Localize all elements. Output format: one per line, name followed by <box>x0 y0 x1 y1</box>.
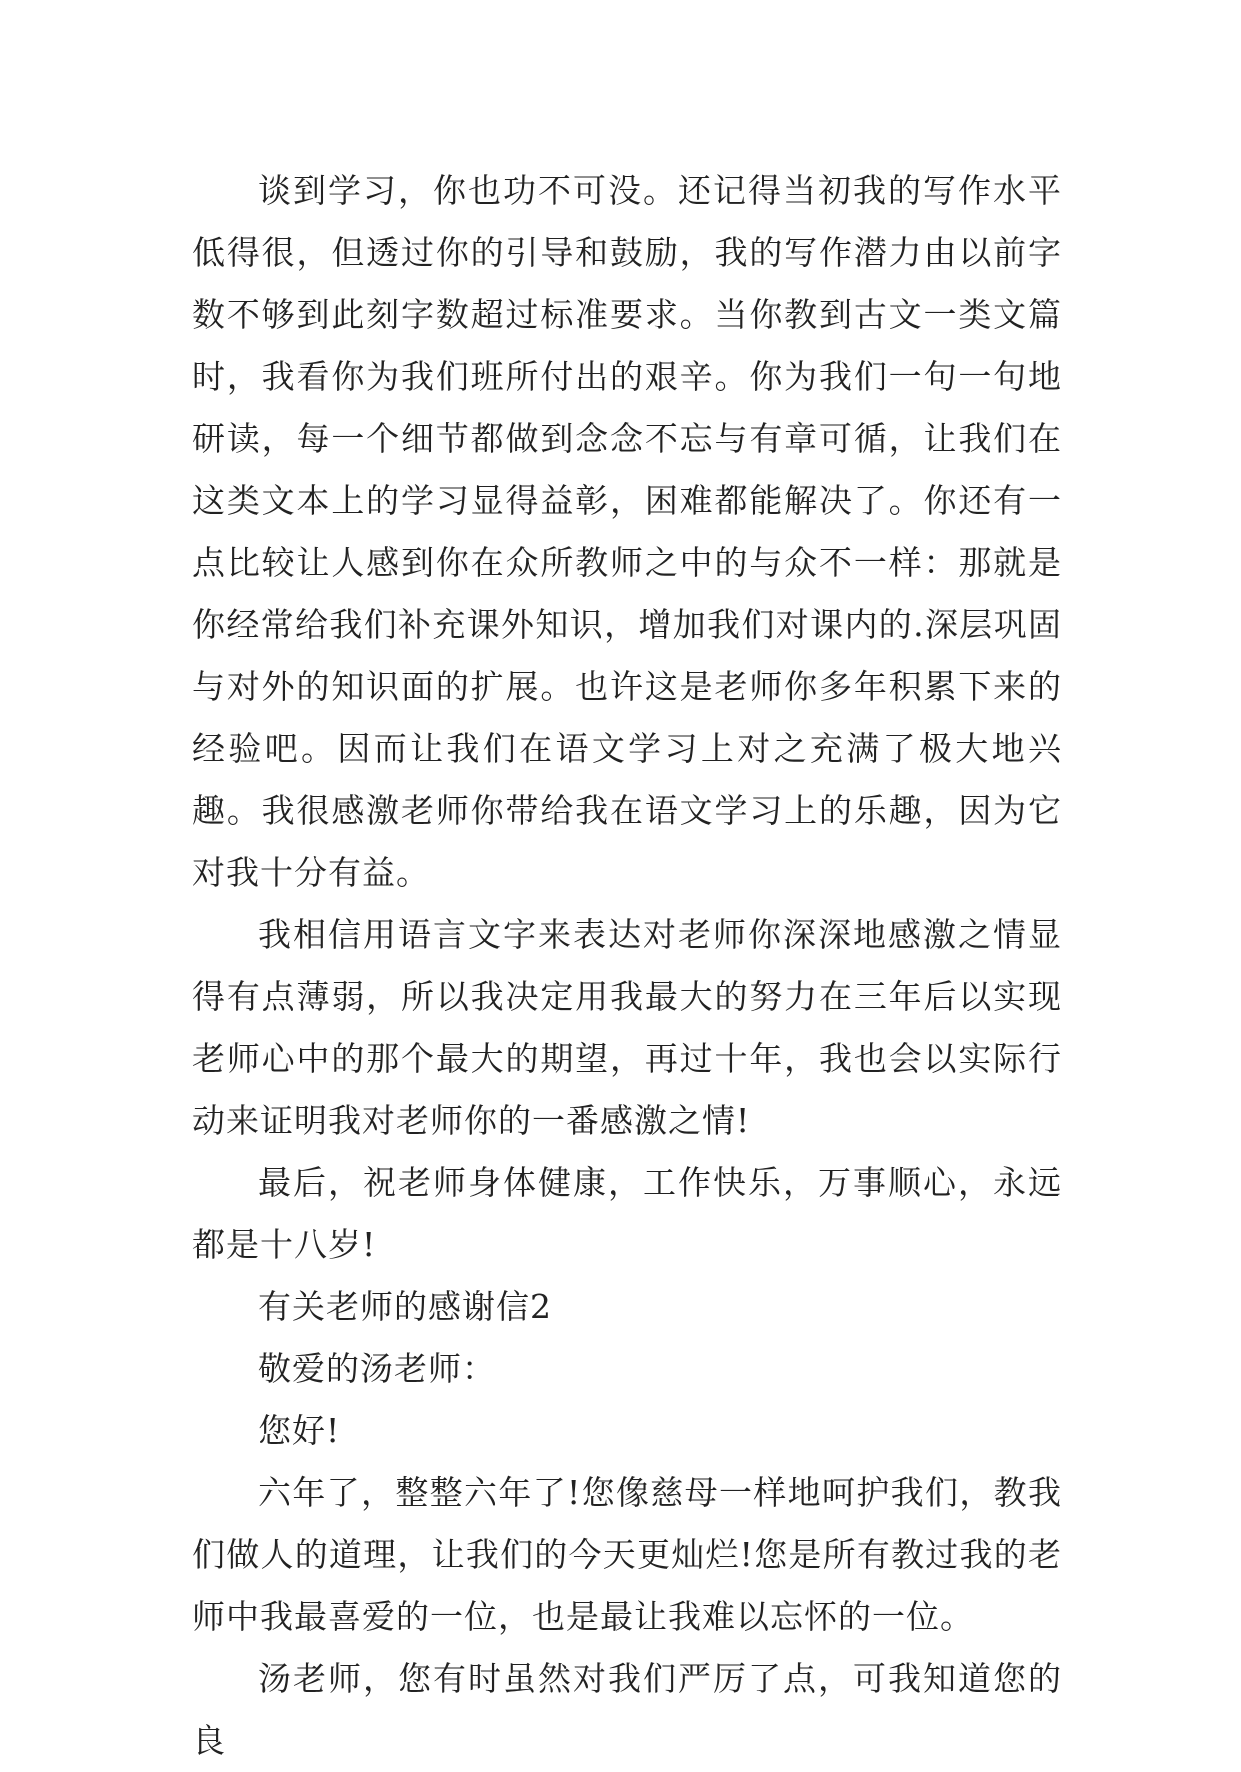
paragraph-strict: 汤老师，您有时虽然对我们严厉了点，可我知道您的良 <box>192 1659 1062 1760</box>
paragraph-study: 谈到学习，你也功不可没。还记得当初我的写作水平低得很，但透过你的引导和鼓励，我的写作潜力由以前字数不够到此刻字数超过标准要求。当你教到古文一类文篇时，我看你为我们班所付出的艰辛。你为我们一句一句地研读，每一个细节都做到念念不忘与有章可循，让我们在这类文本上的学习显得益彰，困难都能解决了。你还有一点比较让人感到你在众所教师之中的与众不一样：那就是你经常给我们补充课外知识，增加我们对课内的.深层巩固与对外的知识面的扩展。也许这是老师你多年积累下来的经验吧。因而让我们在语文学习上对之充满了极大地兴趣。我很感激老师你带给我在语文学习上的乐趣，因为它对我十分有益。 <box>192 171 1062 892</box>
paragraph-gratitude: 我相信用语言文字来表达对老师你深深地感激之情显得有点薄弱，所以我决定用我最大的努力在三年后以实现老师心中的那个最大的期望，再过十年，我也会以实际行动来证明我对老师你的一番感激之情! <box>192 915 1062 1140</box>
letter-greeting: 您好! <box>258 1411 341 1450</box>
letter-body <box>192 160 1062 1772</box>
paragraph-wishes: 最后，祝老师身体健康，工作快乐，万事顺心，永远都是十八岁! <box>192 1163 1062 1264</box>
paragraph-six-years: 六年了，整整六年了!您像慈母一样地呵护我们，教我们做人的道理，让我们的今天更灿烂!您是所有教过我的老师中我最喜爱的一位，也是最让我难以忘怀的一位。 <box>192 1473 1062 1636</box>
letter-salutation: 敬爱的汤老师： <box>258 1349 496 1388</box>
letter-title: 有关老师的感谢信2 <box>258 1287 552 1326</box>
